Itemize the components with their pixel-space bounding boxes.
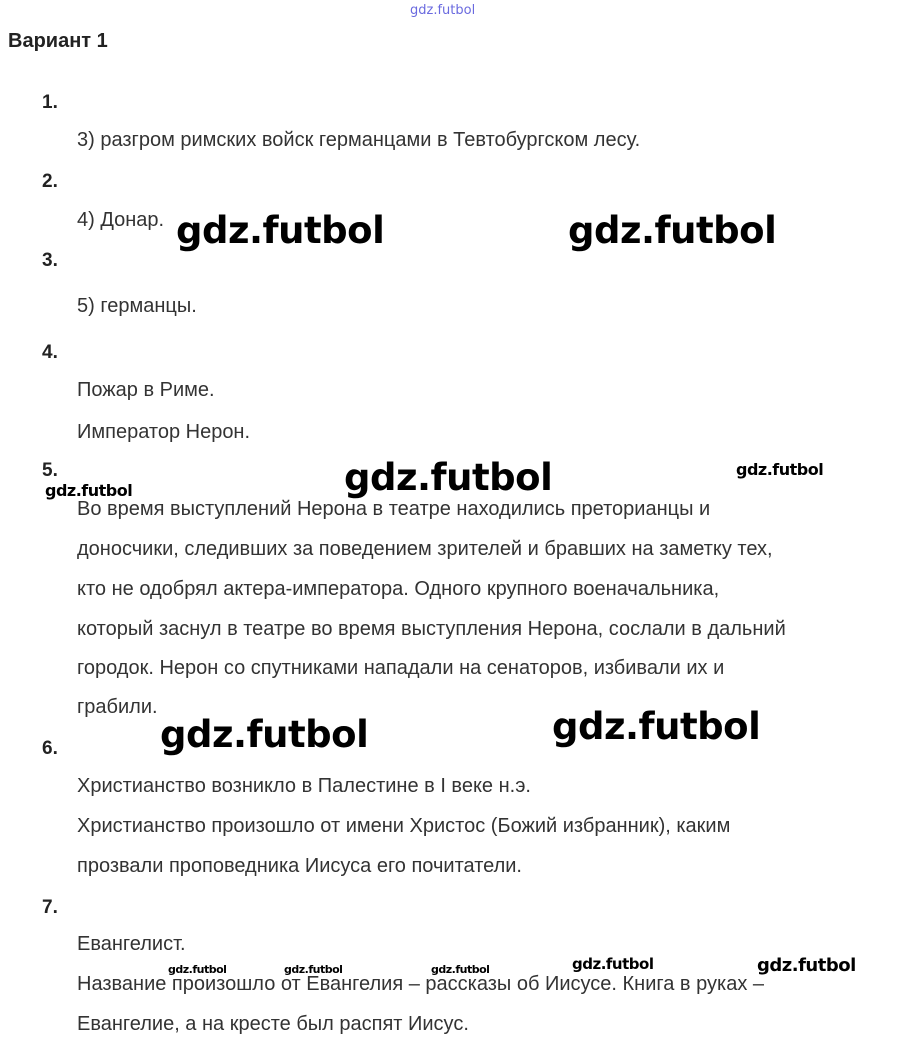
- answer-6-line-2: Христианство произошло от имени Христос (Божий избранник), каким: [77, 815, 731, 837]
- watermark: gdz.futbol: [160, 713, 369, 756]
- question-number-7: 7.: [42, 897, 58, 918]
- watermark: gdz.futbol: [572, 955, 654, 973]
- variant-title: Вариант 1: [8, 30, 108, 52]
- answer-3-line-1: 5) германцы.: [77, 295, 197, 317]
- answer-1-line-1: 3) разгром римских войск германцами в Тевтобургском лесу.: [77, 129, 641, 151]
- answer-5-line-4: который заснул в театре во время выступления Нерона, сослали в дальний: [77, 618, 786, 640]
- answer-5-line-2: доносчики, следивших за поведением зрителей и бравших на заметку тех,: [77, 538, 773, 560]
- answer-4-line-1: Пожар в Риме.: [77, 379, 215, 401]
- watermark: gdz.futbol: [736, 460, 824, 479]
- watermark: gdz.futbol: [568, 209, 777, 252]
- answer-5-line-1: Во время выступлений Нерона в театре находились преторианцы и: [77, 498, 711, 520]
- question-number-4: 4.: [42, 342, 58, 363]
- watermark: gdz.futbol: [431, 963, 490, 976]
- answer-6-line-1: Христианство возникло в Палестине в I веке н.э.: [77, 775, 531, 797]
- header-watermark: gdz.futbol: [410, 3, 476, 18]
- answer-5-line-3: кто не одобрял актера-императора. Одного крупного военачальника,: [77, 578, 720, 600]
- watermark: gdz.futbol: [284, 963, 343, 976]
- answer-5-line-5: городок. Нерон со спутниками нападали на сенаторов, избивали их и: [77, 657, 725, 679]
- question-number-5: 5.: [42, 460, 58, 481]
- question-number-6: 6.: [42, 738, 58, 759]
- answer-7-line-1: Евангелист.: [77, 933, 186, 955]
- watermark: gdz.futbol: [757, 955, 856, 976]
- question-number-2: 2.: [42, 171, 58, 192]
- answer-2-line-1: 4) Донар.: [77, 209, 165, 231]
- answer-7-line-3: Евангелие, а на кресте был распят Иисус.: [77, 1013, 469, 1035]
- answer-4-line-2: Император Нерон.: [77, 421, 251, 443]
- watermark: gdz.futbol: [45, 481, 133, 500]
- watermark: gdz.futbol: [176, 209, 385, 252]
- watermark: gdz.futbol: [344, 456, 553, 499]
- watermark: gdz.futbol: [168, 963, 227, 976]
- answer-5-line-6: грабили.: [77, 696, 158, 718]
- question-number-3: 3.: [42, 250, 58, 271]
- watermark: gdz.futbol: [552, 705, 761, 748]
- question-number-1: 1.: [42, 92, 58, 113]
- answer-6-line-3: прозвали проповедника Иисуса его почитатели.: [77, 855, 522, 877]
- answer-7-line-2: Название произошло от Евангелия – рассказы об Иисусе. Книга в руках –: [77, 973, 765, 995]
